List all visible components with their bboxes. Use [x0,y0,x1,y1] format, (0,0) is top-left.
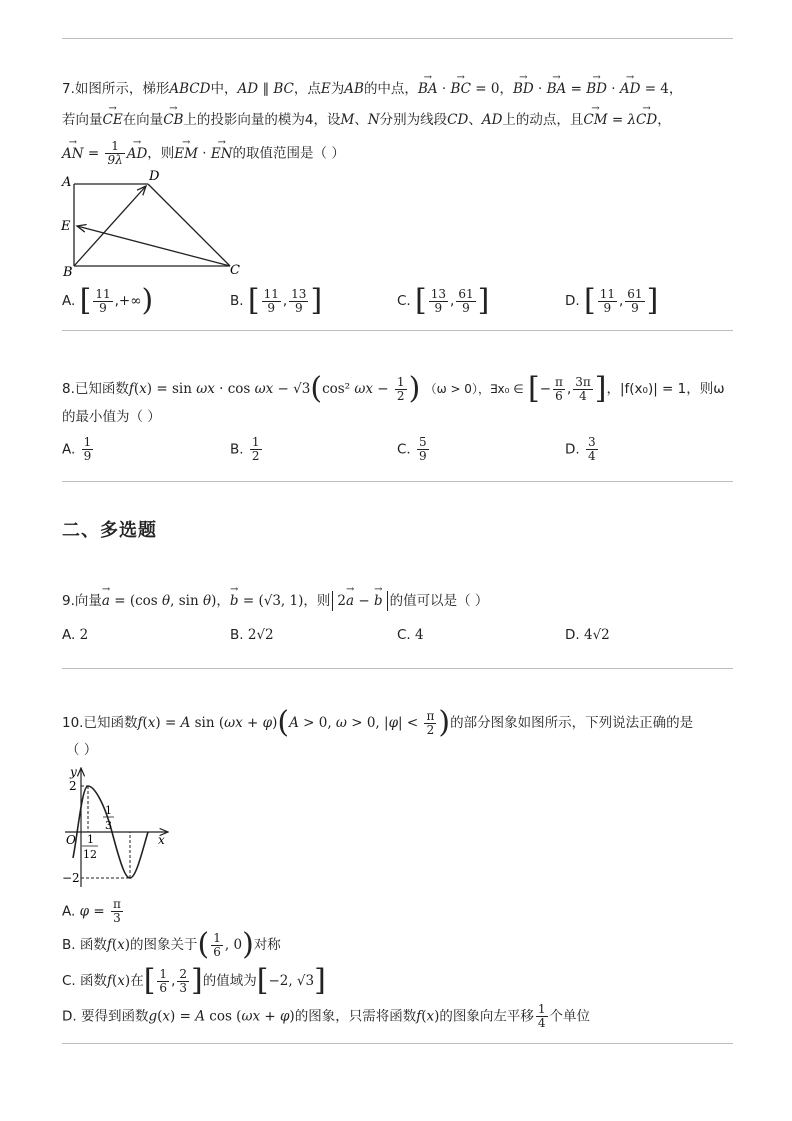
q10-line2: （ ） [66,742,98,758]
q10-axis-y: y [70,765,77,779]
divider-q8 [62,481,733,482]
q8-line1: 8.已知函数f(x) = sin ωx · cos ωx − √3(cos² ωx − $\frac{1}{2}$ ) （ω > 0），∃x₀ ∈ [− $\frac{\pi}{6}$ , $\frac{3\pi}{4}$ ]，|f(x₀)| = 1，则ω [62,371,725,406]
q10-x2-num: 1 [87,833,94,846]
q7-line2: 若向量→ CE在向量→ CB上的投影向量的模为4，设M、N分别为线段CD、AD上的动点，且→ CM = λ→ CD， [62,111,671,129]
q9-option-d[interactable]: D. 4√2 [565,627,610,643]
q9-line: 9.向量→ a = (cos θ, sin θ)，→ b = (√3, 1)，则 2→ a − → b 的值可以是（ ） [62,592,488,610]
q8-option-c[interactable]: C. $\frac{5}{9}$ [397,435,427,463]
q7-line1: 7.如图所示，梯形ABCD中，AD ∥ BC，点E为AB的中点，→ BA · → BC = 0，→ BD · → BA = → BD · → AD = 4， [62,80,682,98]
q9-option-a[interactable]: A. 2 [62,627,89,643]
divider-q7 [62,330,733,331]
q7-trapezoid-figure [58,168,248,278]
q10-option-b[interactable]: B. 函数f(x)的图象关于( $\frac{1}{6}$ , 0)对称 [62,927,281,962]
q8-option-a[interactable]: A. $\frac{1}{9}$ [62,435,92,463]
q10-ymax: 2 [69,779,77,793]
q10-x2-den: 12 [83,848,97,861]
q10-sine-graph [60,762,175,892]
q7-label-A: A [62,175,72,190]
q7-label-C: C [230,263,240,278]
divider-q9 [62,668,733,669]
q7-option-d[interactable]: D. [ $\frac{11}{9}$ , $\frac{61}{9}$ ] [565,283,659,318]
q10-ymin: −2 [62,871,80,885]
q10-option-a[interactable]: A. φ = $\frac{\pi}{3}$ [62,897,121,925]
q8-option-b[interactable]: B. $\frac{1}{2}$ [230,435,260,463]
divider-q10 [62,1043,733,1044]
q7-option-c[interactable]: C. [ $\frac{13}{9}$ , $\frac{61}{9}$ ] [397,283,490,318]
q10-origin: O [66,833,76,847]
q7-label-E: E [61,219,71,234]
q10-x1-num: 1 [105,804,112,817]
divider-top [62,38,733,39]
q10-x1-den: 3 [105,819,112,832]
q7-option-b[interactable]: B. [ $\frac{11}{9}$ , $\frac{13}{9}$ ] [230,283,323,318]
q8-option-d[interactable]: D. $\frac{3}{4}$ [565,435,596,463]
q10-option-d[interactable]: D. 要得到函数g(x) = A cos (ωx + φ)的图象，只需将函数f(x)的图象向左平移 $\frac{1}{4}$ 个单位 [62,1002,591,1030]
q9-option-b[interactable]: B. 2√2 [230,627,274,643]
q7-option-a[interactable]: A. [ $\frac{11}{9}$ ,+∞) [62,283,154,318]
q10-line1: 10.已知函数f(x) = A sin (ωx + φ)(A > 0, ω > 0, |φ| < $\frac{\pi}{2}$ )的部分图象如图所示，下列说法正确的是 [62,705,694,740]
section-title-multiple-choice: 二、多选题 [62,520,157,541]
q10-option-c[interactable]: C. 函数f(x)在[ $\frac{1}{6}$ , $\frac{2}{3}$ ]的值域为[−2, √3] [62,963,326,998]
q8-line2: 的最小值为（ ） [62,409,161,425]
q7-line3: → AN = $\frac{1}{9\lambda}$ → AD，则→ EM · → EN的取值范围是（ ） [62,140,345,167]
q10-axis-x: x [158,833,165,847]
q7-label-B: B [63,265,73,278]
q7-label-D: D [149,169,160,184]
q9-option-c[interactable]: C. 4 [397,627,424,643]
